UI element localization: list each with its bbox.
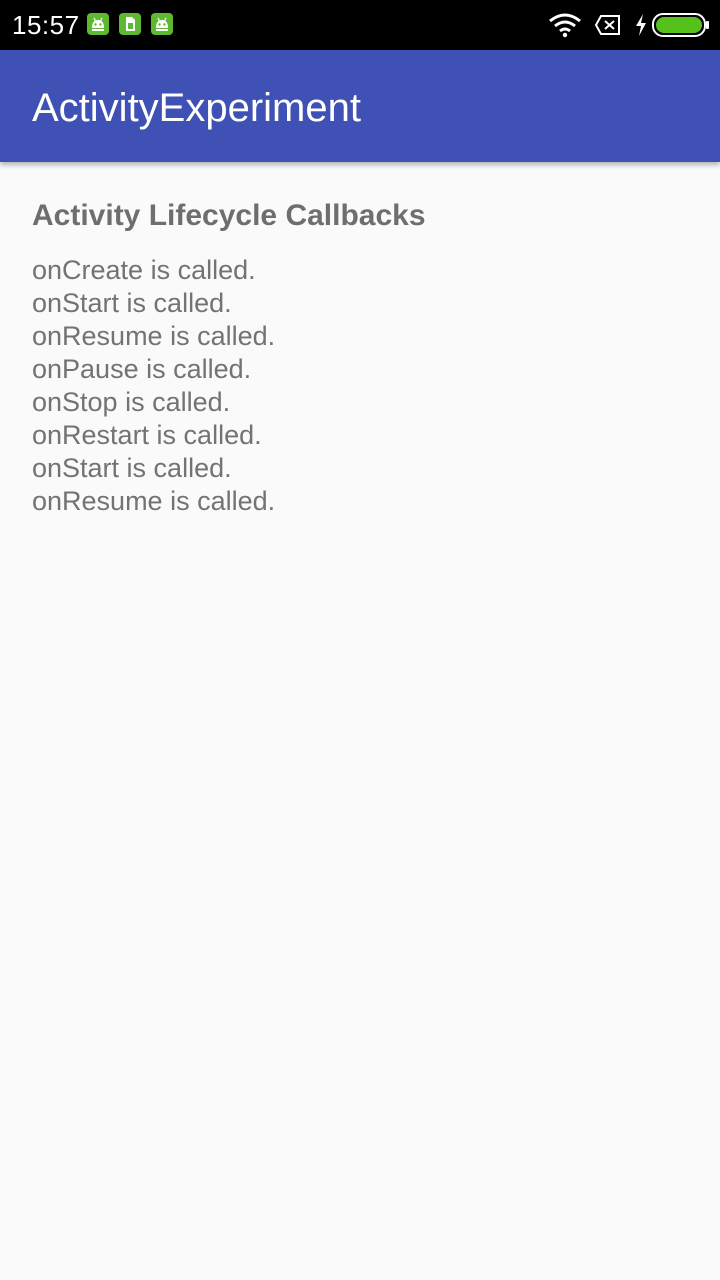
log-line: onPause is called.	[32, 354, 252, 384]
android-app-icon	[87, 13, 109, 35]
wifi-icon	[548, 12, 582, 43]
no-sim-icon	[594, 14, 622, 41]
status-bar	[0, 0, 720, 50]
log-line: onStart is called.	[32, 288, 232, 318]
android-app-icon	[151, 13, 173, 35]
log-line: onStart is called.	[32, 453, 232, 483]
lifecycle-log	[32, 196, 688, 518]
charging-icon	[634, 13, 648, 42]
log-line: onStop is called.	[32, 387, 231, 417]
app-bar	[0, 50, 720, 162]
battery-icon	[652, 13, 710, 42]
log-line: onResume is called.	[32, 486, 276, 516]
status-time: 15:57	[12, 10, 80, 40]
log-line: onResume is called.	[32, 321, 276, 351]
sim-card-icon	[119, 13, 141, 35]
log-line: onRestart is called.	[32, 420, 262, 450]
section-heading: Activity Lifecycle Callbacks	[32, 199, 426, 232]
app-title: ActivityExperiment	[32, 86, 361, 130]
log-line: onCreate is called.	[32, 255, 256, 285]
